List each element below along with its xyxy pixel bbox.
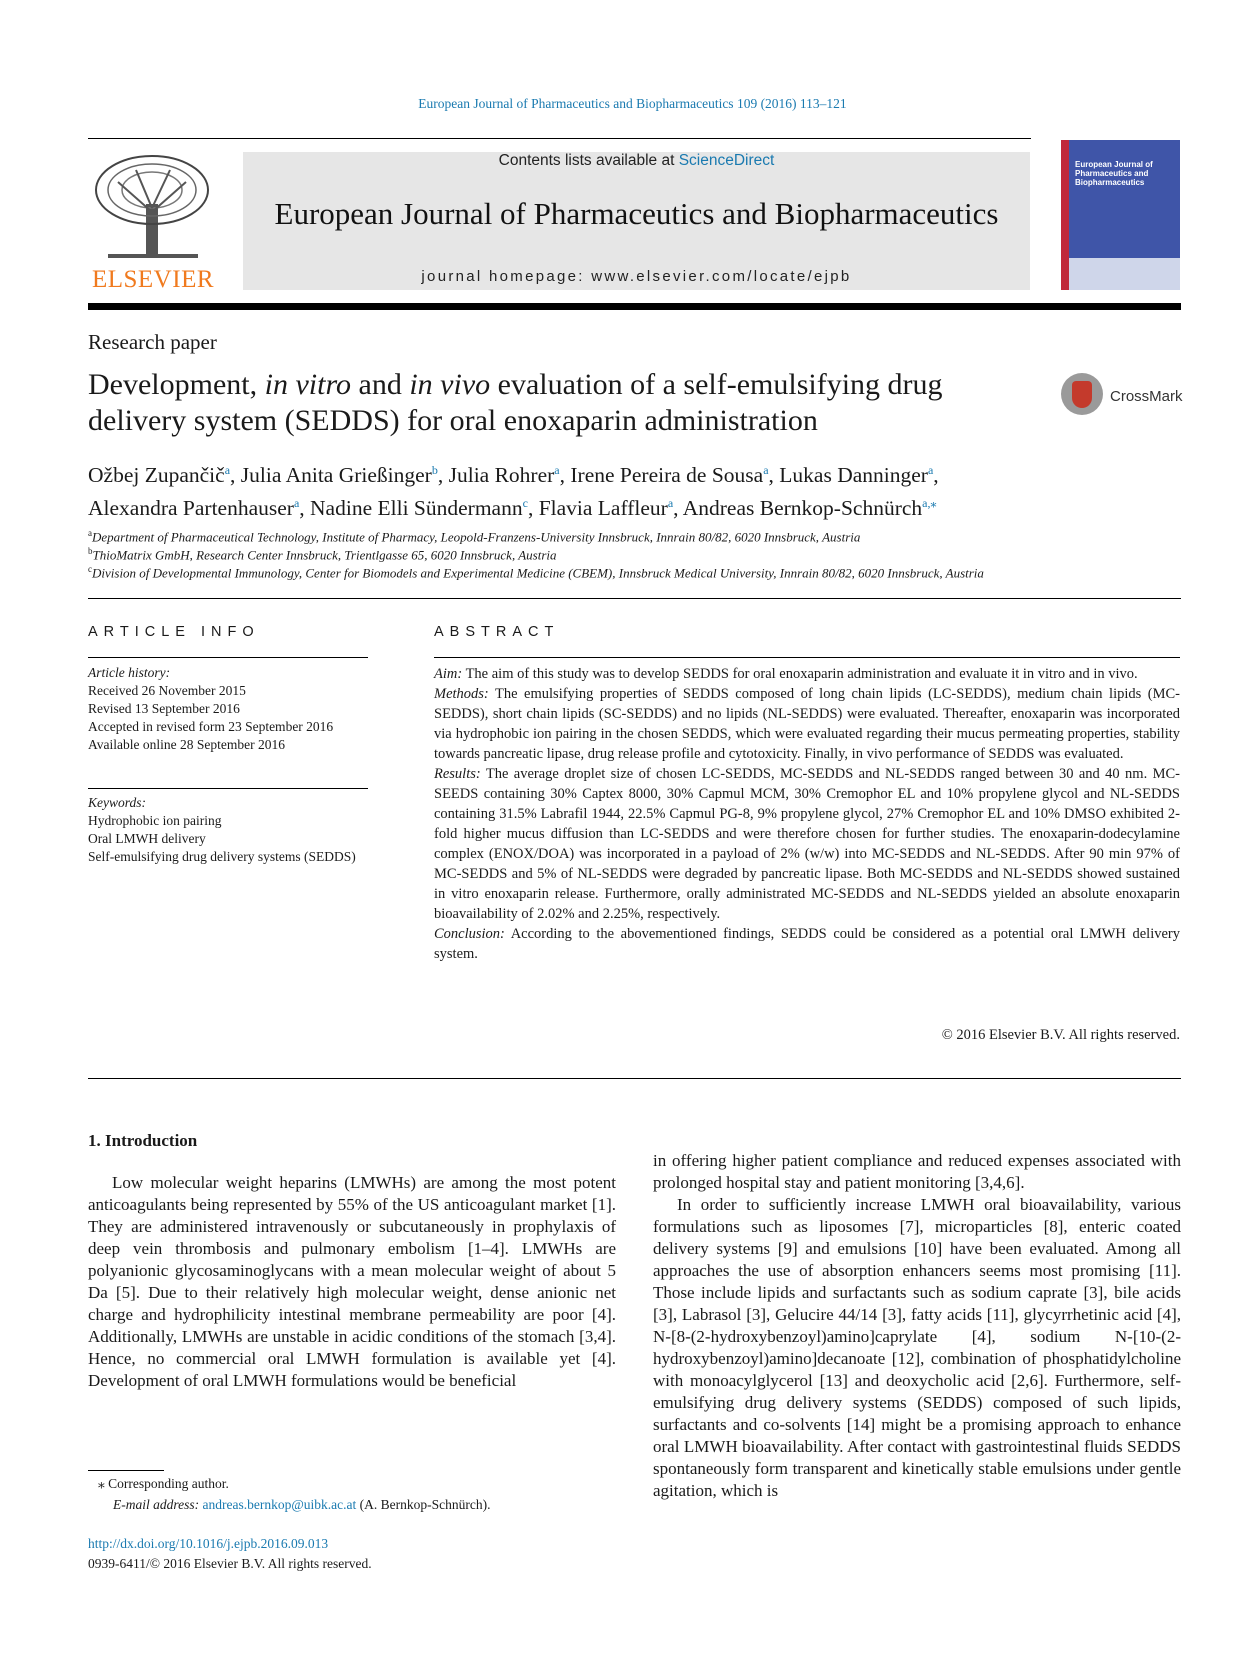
section-heading: 1. Introduction	[88, 1131, 198, 1150]
cover-stripe	[1061, 140, 1069, 290]
journal-homepage[interactable]: journal homepage: www.elsevier.com/locate/ejpb	[421, 268, 852, 285]
affiliation-a: $^a$Department of Pharmaceutical Technology, Institute of Pharmacy, Leopold-Franzens-University Innsbruck, Innrain 80/82, 6020 Innsbruck, Austria	[88, 528, 861, 545]
article-title: Development, in vitro and in vivo evaluation of a self-emulsifying drug delivery system (SEDDS) for oral enoxaparin administration	[88, 368, 943, 437]
article-history: Article history: Received 26 November 2015 Revised 13 September 2016 Accepted in revised form 23 September 2016 Available online 28 September 2016	[88, 665, 334, 752]
author-list: Ožbej Zupančič$^a$, Julia Anita Grießinger$^b$, Julia Rohrer$^a$, Irene Pereira de Sousa$^a$, Lukas Danninger$^a$, Alexandra Partenhauser$^a$, Nadine Elli Sündermann$^c$, Flavia Laffleur$^a$, Andreas Bernkop-Schnürch$^{a,⁎}$	[88, 463, 939, 521]
publisher-wordmark: ELSEVIER	[91, 266, 215, 293]
footnote-rule	[88, 1470, 164, 1471]
email-link[interactable]: andreas.bernkop@uibk.ac.at	[202, 1497, 357, 1512]
abstract-body: Aim: The aim of this study was to develop SEDDS for oral enoxaparin administration and evaluate it in vitro and in vivo. Methods: The emulsifying properties of SEDDS composed of long chain lipids (LC-SEDDS), medium chain lipids (MC-SEDDS), short chain lipids (SC-SEDDS) and no lipids (NL-SEDDS) were evaluated. Thereafter, enoxaparin was incorporated via hydrophobic ion pairing in the chosen SEDDS, which were evaluated regarding their mucus permeating properties, stability towards pancreatic lipase, drug release profile and cytotoxicity. Finally, in vivo performance of SEDDS was evaluated. Results: The average droplet size of chosen LC-SEDDS, MC-SEDDS and NL-SEDDS ranged between 30 and 40 nm. MC-SEEDS containing 30% Captex 8000, 30% Capmul MCM, 30% Cremophor EL and 10% propylene glycol and NL-SEDDS containing 31.5% Labrafil 1944, 22.5% Capmul PG-8, 9% propylene glycol, 27% Cremophor EL and 10% DMSO exhibited 2-fold higher mucus diffusion than LC-SEDDS and were therefore chosen for further studies. The enoxaparin-dodecylamine complex (ENOX/DOA) was incorporated in a payload of 2% (w/w) into MC-SEDDS and NL-SEDDS. After 90 min 97% of MC-SEDDS and 5% of NL-SEDDS were degraded by pancreatic lipase. Both MC-SEDDS and NL-SEDDS showed sustained in vitro enoxaparin release. Furthermore, orally administrated MC-SEDDS and NL-SEDDS yielded an absolute enoxaparin bioavailability of 2.02% and 2.25%, respectively. Conclusion: According to the abovementioned findings, SEDDS could be considered as a potential oral LMWH delivery system.	[434, 666, 1180, 962]
keywords-rule	[88, 788, 368, 789]
article-type: Research paper	[88, 330, 217, 354]
keyword: Self-emulsifying drug delivery systems (SEDDS)	[88, 849, 356, 864]
author: Lukas Danninger	[779, 463, 928, 488]
right-column: in offering higher patient compliance and reduced expenses associated with prolonged hospital stay and patient monitoring [3,4,6]. In order to sufficiently increase LMWH oral bioavailability, various formulations such as liposomes [7], microparticles [8], enteric coated delivery systems [9] and emulsions [10] have been evaluated. Among all approaches the use of absorption enhancers seems most promising [11]. Those include lipids and surfactants such as sodium caprate [3], bile acids [3], Labrasol [3], Gelucire 44/14 [3], fatty acids [11], glycyrrhetinic acid [4], N-[8-(2-hydroxybenzoyl)amino]caprylate [4], sodium N-[10-(2-hydroxybenzoyl)amino]decanoate [12], combination of phosphatidylcholine with monoacylglycerol [13] and deoxycholic acid [2,6]. Furthermore, self-emulsifying drug delivery systems (SEDDS) composed of such lipids, surfactants and co-solvents [14] might be a promising approach to enhance oral LMWH bioavailability. After contact with gastrointestinal fluids SEDDS spontaneously form transparent and kinetically stable emulsions under gentle agitation, which is	[653, 1151, 1181, 1500]
doi-link[interactable]: http://dx.doi.org/10.1016/j.ejpb.2016.09.013	[88, 1536, 329, 1551]
header-rule	[88, 138, 1031, 139]
crossmark-label[interactable]: CrossMark	[1110, 388, 1183, 405]
crossmark-icon[interactable]	[1061, 373, 1103, 415]
keyword: Oral LMWH delivery	[88, 831, 206, 846]
journal-cover-thumbnail[interactable]	[1061, 140, 1180, 290]
info-rule	[88, 657, 368, 658]
keyword: Hydrophobic ion pairing	[88, 813, 222, 828]
header-thick-rule	[88, 303, 1181, 310]
author: Julia Anita Grießinger	[240, 463, 432, 488]
author: Alexandra Partenhauser	[88, 496, 294, 521]
issn-line: 0939-6411/© 2016 Elsevier B.V. All rights reserved.	[88, 1556, 372, 1571]
abstract-rule	[434, 657, 1180, 658]
contents-line	[243, 152, 1030, 170]
abstract-heading: ABSTRACT	[434, 624, 560, 640]
section-rule	[88, 598, 1181, 599]
author: Nadine Elli Sündermann	[310, 496, 523, 521]
corresponding-author: ⁎ Corresponding author.	[98, 1476, 229, 1491]
author: Andreas Bernkop-Schnürch	[682, 496, 923, 521]
affiliation-b: $^b$ThioMatrix GmbH, Research Center Innsbruck, Trientlgasse 65, 6020 Innsbruck, Austria	[88, 546, 557, 563]
left-column: Low molecular weight heparins (LMWHs) are among the most potent anticoagulants being represented by 55% of the US anticoagulant market [1]. They are administered intravenously or subcutaneously in prophylaxis of deep vein thrombosis and pulmonary embolism [1–4]. LMWHs are polyanionic glycosaminoglycans with a mean molecular weight of about 5 Da [5]. Due to their relatively high molecular weight, dense anionic net charge and hydrophilicity intestinal membrane permeability are poor [4]. Additionally, LMWHs are unstable in acidic conditions of the stomach [3,4]. Hence, no commercial oral LMWH formulation is available yet [4]. Development of oral LMWH formulations would be beneficial	[88, 1173, 616, 1390]
journal-name: European Journal of Pharmaceutics and Biopharmaceutics	[274, 196, 999, 231]
author: Flavia Laffleur	[538, 496, 668, 521]
cover-title: European Journal of Pharmaceutics and Biopharmaceutics	[1075, 160, 1153, 187]
body-rule	[88, 1078, 1181, 1079]
cover-bottom-panel	[1069, 258, 1180, 290]
contents-prefix: Contents lists available at	[498, 152, 679, 169]
keywords: Keywords: Hydrophobic ion pairing Oral LMWH delivery Self-emulsifying drug delivery systems (SEDDS)	[88, 794, 368, 866]
author: Julia Rohrer	[448, 463, 555, 488]
author: Ožbej Zupančič	[88, 463, 225, 488]
affiliation-c: $^c$Division of Developmental Immunology, Center for Biomodels and Experimental Medicine (CBEM), Innsbruck Medical University, Innrain 80/82, 6020 Innsbruck, Austria	[88, 564, 984, 581]
journal-citation[interactable]: European Journal of Pharmaceutics and Biopharmaceutics 109 (2016) 113–121	[418, 96, 847, 111]
article-info-heading: ARTICLE INFO	[88, 624, 260, 640]
abstract-copyright: © 2016 Elsevier B.V. All rights reserved.	[941, 1027, 1180, 1043]
author: Irene Pereira de Sousa	[570, 463, 764, 488]
sciencedirect-link[interactable]: ScienceDirect	[678, 152, 775, 169]
email-line: E-mail address: andreas.bernkop@uibk.ac.at (A. Bernkop-Schnürch).	[113, 1497, 491, 1512]
